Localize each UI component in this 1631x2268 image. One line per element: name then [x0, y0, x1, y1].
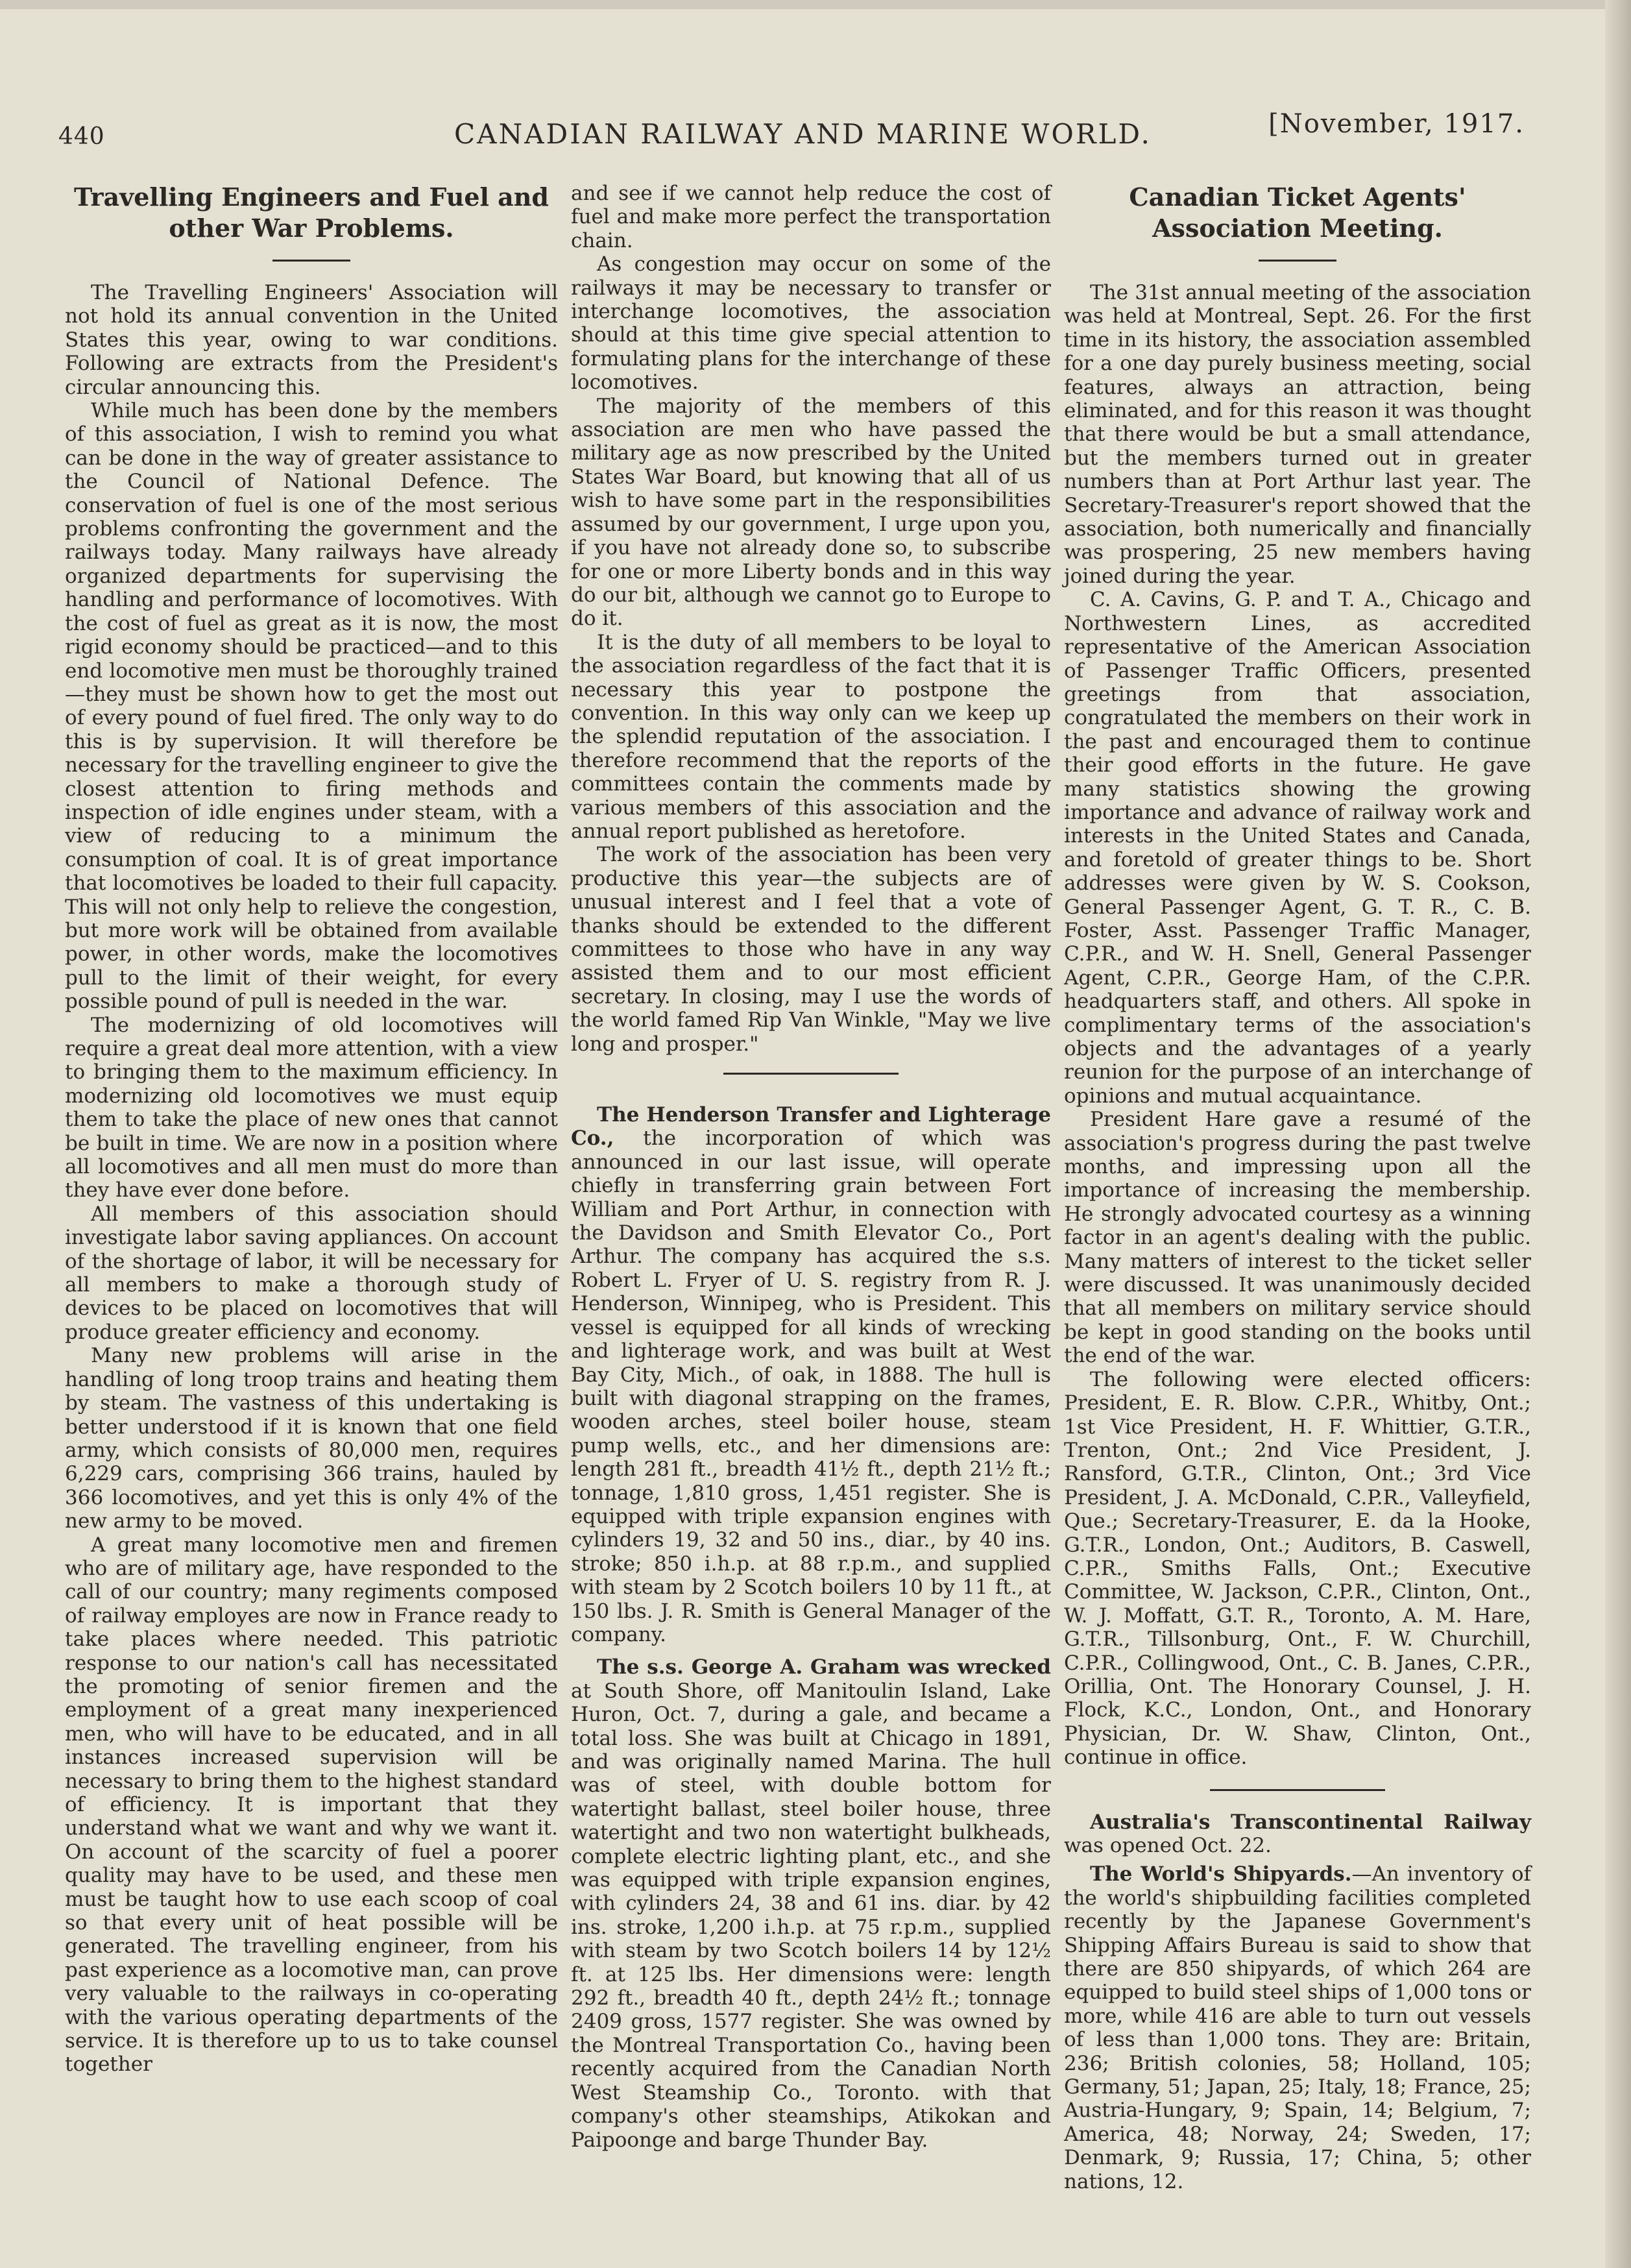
news-item-australia: [1064, 1811, 1531, 1858]
issue-date: [November, 1917.: [1268, 109, 1525, 139]
run-in-heading-shipyards: The World's Shipyards.: [1090, 1862, 1352, 1886]
paragraph: The 31st annual meeting of the association was held at Montreal, Sept. 26. For the first time in its history, the association assembled for a one day purely business meeting, social features, always an attraction, being eliminated, and for this reason it was thought that there would be but a small attendance, but the members turned out in greater numbers than at Port Arthur last year. The Secretary-Treasurer's report showed that the association, both numerically and financially was prospering, 25 new members having joined during the year.: [1064, 281, 1531, 588]
paragraph: President Hare gave a resumé of the association's progress during the past twelve months, and impressing upon all the importance of increasing the membership. He strongly advocated courtesy as a winning factor in an agent's dealing with the public. Many matters of interest to the ticket seller were discussed. It was unanimously decided that all members on military service should be kept in good standing on the books until the end of the war.: [1064, 1108, 1531, 1368]
article-headline-ticket-agents: Canadian Ticket Agents' Association Meeting.: [1129, 182, 1466, 243]
news-text-graham: at South Shore, off Manitoulin Island, Lake Huron, Oct. 7, during a gale, and became a total loss. She was built at Chicago in 1891, and was originally named Marina. The hull was of steel, with double bottom for watertight ballast, steel boiler house, three watertight and two non watertight bulkheads, complete electric lighting plant, etc., and she was equipped with triple expansion engines, with cylinders 24, 38 and 61 ins. diar. by 42 ins. stroke, 1,200 i.h.p. at 75 r.p.m., supplied with steam by two Scotch boilers 14 by 12½ ft. at 125 lbs. Her dimensions were: length 292 ft., breadth 40 ft., depth 24½ ft.; tonnage 2409 gross, 1577 register. She was owned by the Montreal Transportation Co., having been recently acquired from the Canadian North West Steamship Co., Toronto. with that company's other steamships, Atikokan and Paipoonge and barge Thunder Bay.: [571, 1679, 1051, 2152]
page-top-edge: [0, 0, 1631, 9]
page-number: 440: [58, 123, 105, 150]
journal-title: CANADIAN RAILWAY AND MARINE WORLD.: [454, 118, 1152, 150]
news-item-henderson: [571, 1103, 1051, 1646]
news-text-australia: was opened Oct. 22.: [1064, 1834, 1272, 1857]
paragraph: The following were elected officers: President, E. R. Blow. C.P.R., Whitby, Ont.; 1st Vice President, H. F. Whittier, G.T.R., Trenton, Ont.; 2nd Vice President, J. Ransford, G.T.R., Clinton, Ont.; 3rd Vice President, J. A. McDonald, C.P.R., Valleyfield, Que.; Secretary-Treasurer, E. da la Hooke, G.T.R., London, Ont.; Auditors, B. Caswell, C.P.R., Smiths Falls, Ont.; Executive Committee, W. Jackson, C.P.R., Clinton, Ont., W. J. Moffatt, G.T. R., Toronto, A. M. Hare, G.T.R., Tillsonburg, Ont., F. W. Churchill, C.P.R., Collingwood, Ont., C. B. Janes, C.P.R., Orillia, Ont. The Honorary Counsel, J. H. Flock, K.C., London, Ont., and Honorary Physician, Dr. W. Shaw, Clinton, Ont., continue in office.: [1064, 1367, 1531, 1770]
headline-rule: [1259, 260, 1336, 262]
news-item-graham: [571, 1655, 1051, 2152]
column-2: [571, 182, 1051, 2152]
page-binding-edge: [1605, 0, 1631, 2268]
section-rule: [723, 1073, 899, 1075]
paragraph: While much has been done by the members of this association, I wish to remind you what can be done in the way of greater assistance to the Council of National Defence. The conservation of fuel is one of the most serious problems confronting the government and the railways today. Many railways have already organized departments for supervising the handling and performance of locomotives. With the cost of fuel as great as it is now, the most rigid economy should be practiced—and to this end locomotive men must be thoroughly trained—they must be shown how to get the most out of every pound of fuel fired. The only way to do this is by supervision. It will therefore be necessary for the travelling engineer to give the closest attention to firing methods and inspection of idle engines under steam, with a view of reducing to a minimum the consumption of coal. It is of great importance that locomotives be loaded to their full capacity. This will not only help to relieve the congestion, but more work will be obtained from available power, in other words, make the locomotives pull to the limit of their weight, for every possible pound of pull is needed in the war.: [65, 399, 558, 1014]
paragraph: A great many locomotive men and firemen who are of military age, have responded to the call of our country; many regiments composed of railway employes are now in France ready to take places where needed. This patriotic response to our nation's call has necessitated the promoting of senior firemen and the employment of a great many inexperienced men, who will have to be educated, and in all instances increased supervision will be necessary to bring them to the highest standard of efficiency. It is important that they understand what we want and why we want it. On account of the scarcity of fuel a poorer quality may have to be used, and these men must be taught how to use each scoop of coal so that every unit of heat possible will be generated. The travelling engineer, from his past experience as a locomotive man, can prove very valuable to the railways in co-operating with the various operating departments of the service. It is therefore up to us to take counsel together: [65, 1533, 558, 2077]
article-headline-travelling-engineers: Travelling Engineers and Fuel and other War Problems.: [73, 182, 550, 243]
paragraph: The Travelling Engineers' Association will not hold its annual convention in the United States this year, owing to war conditions. Following are extracts from the President's circular announcing this.: [65, 281, 558, 399]
column-1: [65, 182, 558, 2077]
news-text-shipyards: —An inventory of the world's shipbuilding facilities completed recently by the Japanese Government's Shipping Affairs Bureau is said to show that there are 850 shipyards, of which 264 are equipped to build steel ships of 1,000 tons or more, while 416 are able to turn out vessels of less than 1,000 tons. They are: Britain, 236; British colonies, 58; Holland, 105; Germany, 51; Japan, 25; Italy, 18; France, 25; Austria-Hungary, 9; Spain, 14; Belgium, 7; America, 48; Norway, 24; Sweden, 17; Denmark, 9; Russia, 17; China, 5; other nations, 12.: [1064, 1862, 1532, 2193]
run-in-heading-graham: The s.s. George A. Graham was wrecked: [597, 1655, 1051, 1679]
paragraph: The majority of the members of this association are men who have passed the military age as now prescribed by the United States War Board, but knowing that all of us wish to have some part in the responsibilities assumed by our government, I urge upon you, if you have not already done so, to subscribe for one or more Liberty bonds and in this way do our bit, although we cannot go to Europe to do it.: [571, 394, 1051, 631]
section-rule: [1210, 1789, 1385, 1791]
paragraph: The work of the association has been very productive this year—the subjects are of unusual interest and I feel that a vote of thanks should be extended to the different committees to those who have in any way assisted them and to our most efficient secretary. In closing, may I use the words of the world famed Rip Van Winkle, "May we live long and prosper.": [571, 843, 1051, 1056]
paragraph: C. A. Cavins, G. P. and T. A., Chicago and Northwestern Lines, as accredited representative of the American Association of Passenger Traffic Officers, presented greetings from that association, congratulated the members on their work in the past and encouraged them to continue their good efforts in the future. He gave many statistics showing the growing importance and advance of railway work and interests in the United States and Canada, and foretold of greater things to be. Short addresses were given by W. S. Cookson, General Passenger Agent, G. T. R., C. B. Foster, Asst. Passenger Traffic Manager, C.P.R., and W. H. Snell, General Passenger Agent, C.P.R., George Ham, of the C.P.R. headquarters staff, and others. All spoke in complimentary terms of the association's objects and the advantages of a yearly reunion for the purpose of an interchange of opinions and mutual acquaintance.: [1064, 588, 1531, 1108]
paragraph: The modernizing of old locomotives will require a great deal more attention, with a view to bringing them to the maximum efficiency. In modernizing old locomotives we must equip them to take the place of new ones that cannot be built in time. We are now in a position where all locomotives and all men must do more than they have ever done before.: [65, 1013, 558, 1202]
column-3: [1064, 182, 1531, 2193]
news-item-shipyards: [1064, 1862, 1531, 2193]
paragraph: It is the duty of all members to be loyal to the association regardless of the fact that it is necessary this year to postpone the convention. In this way only can we keep up the splendid reputation of the association. I therefore recommend that the reports of the committees contain the comments made by various members of this association and the annual report published as heretofore.: [571, 630, 1051, 843]
run-in-heading-australia: Australia's Transcontinental Railway: [1090, 1810, 1531, 1834]
paragraph: As congestion may occur on some of the railways it may be necessary to transfer or interchange locomotives, the association should at this time give special attention to formulating plans for the interchange of these locomotives.: [571, 252, 1051, 395]
paragraph-continued: and see if we cannot help reduce the cost of fuel and make more perfect the transportation chain.: [571, 182, 1051, 252]
paragraph: Many new problems will arise in the handling of long troop trains and heating them by steam. The vastness of this undertaking is better understood if it is known that one field army, which consists of 80,000 men, requires 6,229 cars, comprising 366 trains, hauled by 366 locomotives, and yet this is only 4% of the new army to be moved.: [65, 1344, 558, 1533]
page-header: [58, 104, 1525, 156]
news-text-henderson: the incorporation of which was announced in our last issue, will operate chiefly in transferring grain between Fort William and Port Arthur, in connection with the Davidson and Smith Elevator Co., Port Arthur. The company has acquired the s.s. Robert L. Fryer of U. S. registry from R. J. Henderson, Winnipeg, who is President. This vessel is equipped for all kinds of wrecking and lighterage work, and was built at West Bay City, Mich., of oak, in 1888. The hull is built with diagonal strapping on the frames, wooden arches, steel boiler house, steam pump wells, etc., and her dimensions are: length 281 ft., breadth 41½ ft., depth 21½ ft.; tonnage, 1,810 gross, 1,451 register. She is equipped with triple expansion engines with cylinders 19, 32 and 50 ins., diar., by 40 ins. stroke; 850 i.h.p. at 88 r.p.m., and supplied with steam by 2 Scotch boilers 10 by 11 ft., at 150 lbs. J. R. Smith is General Manager of the company.: [571, 1127, 1051, 1646]
run-in-heading-henderson: The Henderson Transfer and Lighterage Co.,: [571, 1103, 1051, 1151]
headline-rule: [272, 260, 350, 262]
paragraph: All members of this association should investigate labor saving appliances. On account of the shortage of labor, it will be necessary for all members to make a thorough study of devices to be placed on locomotives that will produce greater efficiency and economy.: [65, 1202, 558, 1344]
